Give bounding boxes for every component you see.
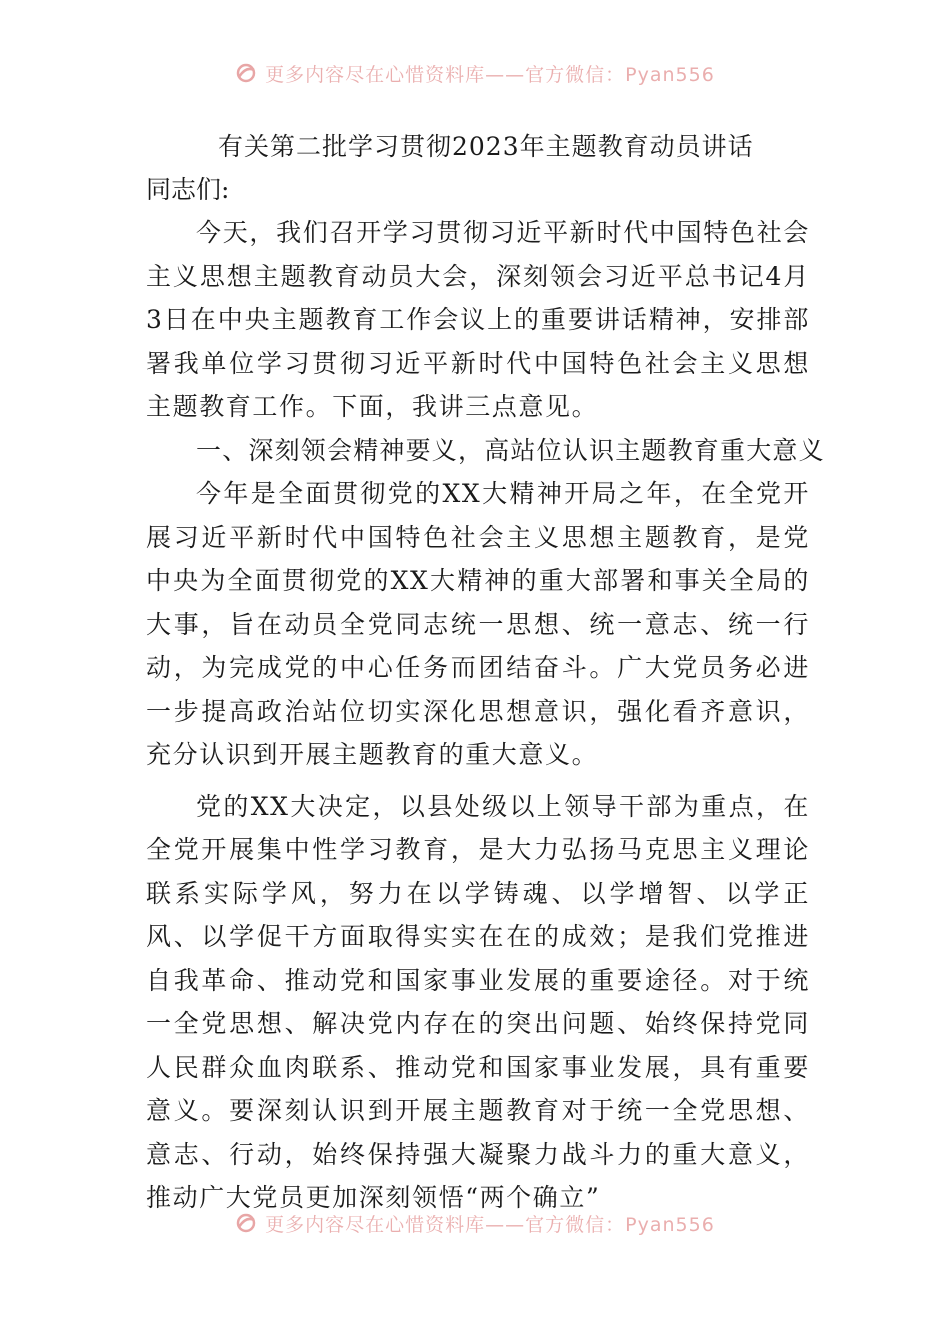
watermark-footer <box>0 1206 950 1240</box>
watermark-text: 更多内容尽在心惜资料库——官方微信：Pyan556 <box>265 1213 715 1236</box>
document-page <box>146 126 825 1220</box>
document-title: 有关第二批学习贯彻2023年主题教育动员讲话 <box>218 132 754 161</box>
paragraph-intro: 今天，我们召开学习贯彻习近平新时代中国特色社会主义思想主题教育动员大会，深刻领会习近平总书记4月3日在中央主题教育工作会议上的重要讲话精神，安排部署我单位学习贯彻习近平新时代中国特色社会主义思想主题教育工作。下面，我讲三点意见。 <box>146 218 810 421</box>
paragraph-decision: 党的XX大决定，以县处级以上领导干部为重点，在全党开展集中性学习教育，是大力弘扬马克思主义理论联系实际学风，努力在以学铸魂、以学增智、以学正风、以学促干方面取得实实在在的成效；是我们党推进自我革命、推动党和国家事业发展的重要途径。对于统一全党思想、解决党内存在的突出问题、始终保持党同人民群众血肉联系、推动党和国家事业发展，具有重要意义。要深刻认识到开展主题教育对于统一全党思想、意志、行动，始终保持强大凝聚力战斗力的重大意义，推动广大党员更加深刻领悟“两个确立” <box>146 791 810 1212</box>
section-heading-1: 一、深刻领会精神要义，高站位认识主题教育重大意义 <box>196 435 825 465</box>
watermark-header <box>0 56 950 90</box>
watermark-text: 更多内容尽在心惜资料库——官方微信：Pyan556 <box>265 63 715 86</box>
logo-icon <box>235 62 257 84</box>
paragraph-significance: 今年是全面贯彻党的XX大精神开局之年，在全党开展习近平新时代中国特色社会主义思想主题教育，是党中央为全面贯彻党的XX大精神的重大部署和事关全局的大事，旨在动员全党同志统一思想、统一意志、统一行动，为完成党的中心任务而团结奋斗。广大党员务必进一步提高政治站位切实深化思想意识，强化看齐意识，充分认识到开展主题教育的重大意义。 <box>146 479 810 769</box>
salutation: 同志们: <box>146 175 230 204</box>
logo-icon <box>235 1212 257 1234</box>
